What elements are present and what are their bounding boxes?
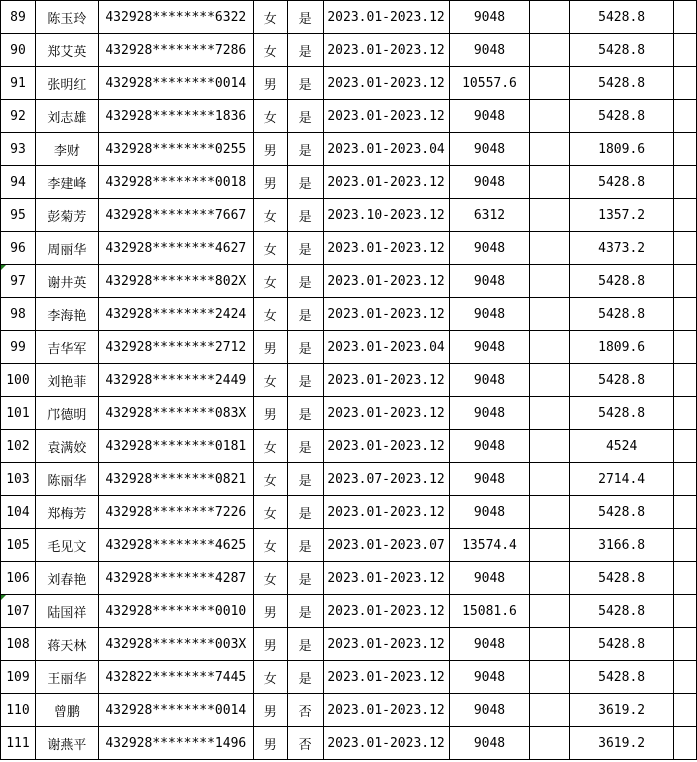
amount-cell: 9048	[449, 34, 530, 67]
table-row	[1, 364, 697, 397]
row-number-cell: 105	[1, 529, 36, 562]
table-row	[1, 463, 697, 496]
extra-cell	[674, 364, 697, 397]
flag-cell: 是	[287, 562, 323, 595]
gender-cell: 男	[253, 628, 287, 661]
gender-cell: 男	[253, 133, 287, 166]
table-row	[1, 430, 697, 463]
blank-cell	[530, 166, 570, 199]
blank-cell	[530, 496, 570, 529]
id-number-cell: 432928********802X	[98, 265, 253, 298]
row-number-cell: 106	[1, 562, 36, 595]
amount-cell: 9048	[449, 166, 530, 199]
period-cell: 2023.01-2023.12	[323, 661, 449, 694]
blank-cell	[530, 133, 570, 166]
flag-cell: 是	[287, 1, 323, 34]
flag-cell: 是	[287, 265, 323, 298]
flag-cell: 是	[287, 67, 323, 100]
period-cell: 2023.01-2023.12	[323, 232, 449, 265]
blank-cell	[530, 463, 570, 496]
subsidy-cell: 5428.8	[570, 397, 674, 430]
table-row	[1, 397, 697, 430]
id-number-cell: 432928********0014	[98, 67, 253, 100]
extra-cell	[674, 430, 697, 463]
flag-cell: 是	[287, 166, 323, 199]
blank-cell	[530, 727, 570, 760]
flag-cell: 是	[287, 232, 323, 265]
subsidy-cell: 1357.2	[570, 199, 674, 232]
period-cell: 2023.01-2023.12	[323, 694, 449, 727]
blank-cell	[530, 298, 570, 331]
amount-cell: 9048	[449, 265, 530, 298]
subsidy-cell: 1809.6	[570, 331, 674, 364]
amount-cell: 9048	[449, 100, 530, 133]
table-row	[1, 1, 697, 34]
id-number-cell: 432928********0014	[98, 694, 253, 727]
table-row	[1, 67, 697, 100]
subsidy-cell: 5428.8	[570, 298, 674, 331]
gender-cell: 女	[253, 34, 287, 67]
amount-cell: 6312	[449, 199, 530, 232]
subsidy-cell: 3619.2	[570, 727, 674, 760]
amount-cell: 9048	[449, 661, 530, 694]
name-cell: 陈丽华	[35, 463, 98, 496]
table-body	[1, 1, 697, 760]
id-number-cell: 432928********2424	[98, 298, 253, 331]
flag-cell: 是	[287, 199, 323, 232]
amount-cell: 10557.6	[449, 67, 530, 100]
table-row	[1, 331, 697, 364]
name-cell: 刘春艳	[35, 562, 98, 595]
id-number-cell: 432928********1836	[98, 100, 253, 133]
subsidy-cell: 5428.8	[570, 265, 674, 298]
table-row	[1, 34, 697, 67]
id-number-cell: 432928********7667	[98, 199, 253, 232]
id-number-cell: 432928********083X	[98, 397, 253, 430]
period-cell: 2023.01-2023.04	[323, 331, 449, 364]
extra-cell	[674, 232, 697, 265]
row-number-cell: 111	[1, 727, 36, 760]
name-cell: 刘志雄	[35, 100, 98, 133]
name-cell: 毛见文	[35, 529, 98, 562]
extra-cell	[674, 133, 697, 166]
period-cell: 2023.01-2023.07	[323, 529, 449, 562]
subsidy-cell: 5428.8	[570, 628, 674, 661]
row-number-cell: 98	[1, 298, 36, 331]
id-number-cell: 432928********7226	[98, 496, 253, 529]
id-number-cell: 432928********1496	[98, 727, 253, 760]
gender-cell: 女	[253, 298, 287, 331]
gender-cell: 男	[253, 694, 287, 727]
row-number-cell: 109	[1, 661, 36, 694]
subsidy-cell: 5428.8	[570, 166, 674, 199]
table-row	[1, 562, 697, 595]
period-cell: 2023.01-2023.12	[323, 430, 449, 463]
row-number-cell: 108	[1, 628, 36, 661]
name-cell: 周丽华	[35, 232, 98, 265]
id-number-cell: 432928********0010	[98, 595, 253, 628]
table-row	[1, 595, 697, 628]
gender-cell: 女	[253, 661, 287, 694]
name-cell: 郑梅芳	[35, 496, 98, 529]
amount-cell: 9048	[449, 496, 530, 529]
subsidy-cell: 4373.2	[570, 232, 674, 265]
subsidy-cell: 5428.8	[570, 364, 674, 397]
gender-cell: 男	[253, 397, 287, 430]
flag-cell: 否	[287, 694, 323, 727]
flag-cell: 是	[287, 496, 323, 529]
extra-cell	[674, 496, 697, 529]
name-cell: 王丽华	[35, 661, 98, 694]
extra-cell	[674, 199, 697, 232]
amount-cell: 9048	[449, 397, 530, 430]
subsidy-cell: 1809.6	[570, 133, 674, 166]
extra-cell	[674, 166, 697, 199]
amount-cell: 9048	[449, 364, 530, 397]
subsidy-cell: 4524	[570, 430, 674, 463]
subsidy-cell: 5428.8	[570, 595, 674, 628]
subsidy-cell: 5428.8	[570, 496, 674, 529]
blank-cell	[530, 331, 570, 364]
row-number-cell: 110	[1, 694, 36, 727]
blank-cell	[530, 265, 570, 298]
subsidy-cell: 3619.2	[570, 694, 674, 727]
flag-cell: 是	[287, 595, 323, 628]
row-number-cell: 90	[1, 34, 36, 67]
period-cell: 2023.01-2023.12	[323, 727, 449, 760]
period-cell: 2023.01-2023.12	[323, 595, 449, 628]
name-cell: 李财	[35, 133, 98, 166]
flag-cell: 是	[287, 133, 323, 166]
name-cell: 曾鹏	[35, 694, 98, 727]
extra-cell	[674, 529, 697, 562]
blank-cell	[530, 67, 570, 100]
blank-cell	[530, 397, 570, 430]
flag-cell: 是	[287, 628, 323, 661]
flag-cell: 是	[287, 364, 323, 397]
id-number-cell: 432928********7286	[98, 34, 253, 67]
blank-cell	[530, 661, 570, 694]
amount-cell: 9048	[449, 562, 530, 595]
blank-cell	[530, 595, 570, 628]
table-row	[1, 694, 697, 727]
period-cell: 2023.01-2023.12	[323, 34, 449, 67]
row-number-cell: 101	[1, 397, 36, 430]
extra-cell	[674, 661, 697, 694]
table-row	[1, 100, 697, 133]
blank-cell	[530, 100, 570, 133]
row-number-cell: 91	[1, 67, 36, 100]
gender-cell: 女	[253, 463, 287, 496]
name-cell: 郑艾英	[35, 34, 98, 67]
name-cell: 彭菊芳	[35, 199, 98, 232]
flag-cell: 是	[287, 331, 323, 364]
gender-cell: 女	[253, 430, 287, 463]
table-row	[1, 628, 697, 661]
row-number-cell: 100	[1, 364, 36, 397]
extra-cell	[674, 562, 697, 595]
period-cell: 2023.01-2023.12	[323, 100, 449, 133]
amount-cell: 15081.6	[449, 595, 530, 628]
gender-cell: 女	[253, 232, 287, 265]
extra-cell	[674, 100, 697, 133]
row-number-cell: 97	[1, 265, 36, 298]
amount-cell: 9048	[449, 298, 530, 331]
row-number-cell: 107	[1, 595, 36, 628]
row-number-cell: 95	[1, 199, 36, 232]
flag-cell: 是	[287, 298, 323, 331]
period-cell: 2023.01-2023.12	[323, 298, 449, 331]
blank-cell	[530, 529, 570, 562]
period-cell: 2023.10-2023.12	[323, 199, 449, 232]
amount-cell: 13574.4	[449, 529, 530, 562]
extra-cell	[674, 1, 697, 34]
gender-cell: 男	[253, 67, 287, 100]
period-cell: 2023.07-2023.12	[323, 463, 449, 496]
gender-cell: 男	[253, 166, 287, 199]
amount-cell: 9048	[449, 727, 530, 760]
gender-cell: 女	[253, 529, 287, 562]
name-cell: 李建峰	[35, 166, 98, 199]
name-cell: 张明红	[35, 67, 98, 100]
flag-cell: 是	[287, 34, 323, 67]
subsidy-cell: 5428.8	[570, 562, 674, 595]
table-row	[1, 166, 697, 199]
row-number-cell: 104	[1, 496, 36, 529]
subsidy-cell: 3166.8	[570, 529, 674, 562]
table-row	[1, 133, 697, 166]
id-number-cell: 432928********2449	[98, 364, 253, 397]
row-number-cell: 89	[1, 1, 36, 34]
period-cell: 2023.01-2023.04	[323, 133, 449, 166]
row-number-cell: 102	[1, 430, 36, 463]
period-cell: 2023.01-2023.12	[323, 397, 449, 430]
cell-comment-marker	[1, 595, 6, 600]
extra-cell	[674, 595, 697, 628]
row-number-cell: 103	[1, 463, 36, 496]
name-cell: 蒋天林	[35, 628, 98, 661]
period-cell: 2023.01-2023.12	[323, 562, 449, 595]
subsidy-cell: 5428.8	[570, 67, 674, 100]
extra-cell	[674, 463, 697, 496]
row-number-cell: 99	[1, 331, 36, 364]
amount-cell: 9048	[449, 232, 530, 265]
row-number-cell: 93	[1, 133, 36, 166]
period-cell: 2023.01-2023.12	[323, 1, 449, 34]
name-cell: 陆国祥	[35, 595, 98, 628]
extra-cell	[674, 694, 697, 727]
flag-cell: 是	[287, 529, 323, 562]
row-number-cell: 94	[1, 166, 36, 199]
gender-cell: 男	[253, 331, 287, 364]
gender-cell: 女	[253, 199, 287, 232]
name-cell: 袁满姣	[35, 430, 98, 463]
amount-cell: 9048	[449, 628, 530, 661]
blank-cell	[530, 34, 570, 67]
extra-cell	[674, 34, 697, 67]
period-cell: 2023.01-2023.12	[323, 496, 449, 529]
id-number-cell: 432928********2712	[98, 331, 253, 364]
blank-cell	[530, 430, 570, 463]
gender-cell: 女	[253, 562, 287, 595]
extra-cell	[674, 67, 697, 100]
blank-cell	[530, 364, 570, 397]
table-row	[1, 298, 697, 331]
blank-cell	[530, 562, 570, 595]
subsidy-cell: 5428.8	[570, 100, 674, 133]
flag-cell: 是	[287, 397, 323, 430]
blank-cell	[530, 232, 570, 265]
table-row	[1, 265, 697, 298]
period-cell: 2023.01-2023.12	[323, 166, 449, 199]
amount-cell: 9048	[449, 331, 530, 364]
period-cell: 2023.01-2023.12	[323, 67, 449, 100]
name-cell: 邝德明	[35, 397, 98, 430]
table-row	[1, 232, 697, 265]
id-number-cell: 432822********7445	[98, 661, 253, 694]
id-number-cell: 432928********003X	[98, 628, 253, 661]
name-cell: 刘艳菲	[35, 364, 98, 397]
flag-cell: 是	[287, 661, 323, 694]
id-number-cell: 432928********0018	[98, 166, 253, 199]
extra-cell	[674, 727, 697, 760]
blank-cell	[530, 1, 570, 34]
table-row	[1, 529, 697, 562]
table-row	[1, 199, 697, 232]
id-number-cell: 432928********6322	[98, 1, 253, 34]
name-cell: 谢井英	[35, 265, 98, 298]
extra-cell	[674, 331, 697, 364]
id-number-cell: 432928********4625	[98, 529, 253, 562]
flag-cell: 是	[287, 463, 323, 496]
gender-cell: 女	[253, 496, 287, 529]
period-cell: 2023.01-2023.12	[323, 364, 449, 397]
subsidy-cell: 5428.8	[570, 34, 674, 67]
amount-cell: 9048	[449, 463, 530, 496]
gender-cell: 女	[253, 364, 287, 397]
subsidy-cell: 5428.8	[570, 661, 674, 694]
id-number-cell: 432928********4627	[98, 232, 253, 265]
row-number-cell: 96	[1, 232, 36, 265]
flag-cell: 否	[287, 727, 323, 760]
name-cell: 谢燕平	[35, 727, 98, 760]
extra-cell	[674, 265, 697, 298]
gender-cell: 女	[253, 265, 287, 298]
blank-cell	[530, 628, 570, 661]
gender-cell: 男	[253, 595, 287, 628]
id-number-cell: 432928********0255	[98, 133, 253, 166]
subsidy-cell: 2714.4	[570, 463, 674, 496]
flag-cell: 是	[287, 100, 323, 133]
amount-cell: 9048	[449, 430, 530, 463]
period-cell: 2023.01-2023.12	[323, 265, 449, 298]
flag-cell: 是	[287, 430, 323, 463]
amount-cell: 9048	[449, 1, 530, 34]
gender-cell: 女	[253, 100, 287, 133]
table-row	[1, 496, 697, 529]
extra-cell	[674, 628, 697, 661]
id-number-cell: 432928********0181	[98, 430, 253, 463]
table-row	[1, 727, 697, 760]
extra-cell	[674, 298, 697, 331]
blank-cell	[530, 694, 570, 727]
amount-cell: 9048	[449, 694, 530, 727]
gender-cell: 女	[253, 1, 287, 34]
name-cell: 李海艳	[35, 298, 98, 331]
subsidy-cell: 5428.8	[570, 1, 674, 34]
row-number-cell: 92	[1, 100, 36, 133]
name-cell: 陈玉玲	[35, 1, 98, 34]
name-cell: 吉华军	[35, 331, 98, 364]
amount-cell: 9048	[449, 133, 530, 166]
gender-cell: 男	[253, 727, 287, 760]
id-number-cell: 432928********0821	[98, 463, 253, 496]
blank-cell	[530, 199, 570, 232]
cell-comment-marker	[1, 265, 6, 270]
period-cell: 2023.01-2023.12	[323, 628, 449, 661]
extra-cell	[674, 397, 697, 430]
table-row	[1, 661, 697, 694]
id-number-cell: 432928********4287	[98, 562, 253, 595]
